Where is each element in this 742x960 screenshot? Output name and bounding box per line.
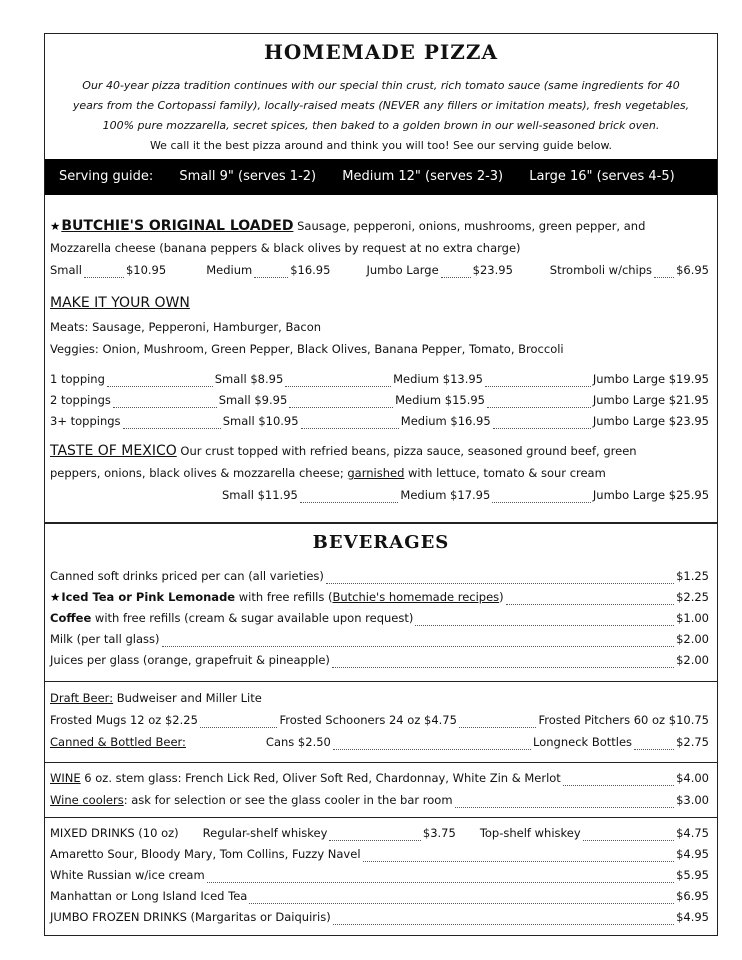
mexico-desc-part: with lettuce, tomato & sour cream <box>408 466 606 480</box>
bev-label-bold: Iced Tea or Pink Lemonade <box>61 590 236 604</box>
mexico-name: TASTE OF MEXICO <box>50 443 177 459</box>
bev-row <box>50 608 709 629</box>
myo-heading <box>50 293 709 314</box>
mixed-header: MIXED DRINKS (10 oz) <box>50 826 179 840</box>
bev-label-bold: Coffee <box>50 611 92 625</box>
meats-list: Sausage, Pepperoni, Hamburger, Bacon <box>92 320 322 334</box>
loaded-prices <box>50 260 709 281</box>
loaded-desc: Sausage, pepperoni, onions, mushrooms, green pepper, and <box>297 219 646 233</box>
bev-price: $1.00 <box>676 611 709 625</box>
mixed-label: White Russian w/ice cream <box>50 868 205 882</box>
mixed-price: $6.95 <box>676 889 709 903</box>
beverages-section <box>45 522 717 937</box>
mixed-row <box>50 886 709 907</box>
myo-label: 1 topping <box>50 372 105 386</box>
meats-label: Meats: <box>50 320 89 334</box>
myo-medium: Medium $13.95 <box>393 372 484 386</box>
myo-large: Jumbo Large $23.95 <box>592 414 709 428</box>
myo-name: MAKE IT YOUR OWN <box>50 295 190 311</box>
wine-price: $4.00 <box>676 771 709 785</box>
mugs: Frosted Mugs 12 oz $2.25 <box>50 713 198 727</box>
schooners: Frosted Schooners 24 oz $4.75 <box>279 713 457 727</box>
bev-price: $1.25 <box>676 569 709 583</box>
serving-medium: Medium 12" (serves 2-3) <box>342 169 504 184</box>
draft-prices <box>50 710 709 731</box>
intro-line: years from the Cortopassi family), locally-raised meats (NEVER any fillers or imitation meats), fresh vegetables, <box>72 99 690 112</box>
coolers-price: $3.00 <box>676 793 709 807</box>
price-value: $16.95 <box>290 263 331 277</box>
price-label: Jumbo Large <box>366 263 439 277</box>
mixed-row <box>50 844 709 865</box>
mixed-label: Amaretto Sour, Bloody Mary, Tom Collins, Fuzzy Navel <box>50 847 361 861</box>
bev-row <box>50 629 709 650</box>
cans: Cans $2.50 <box>265 735 331 749</box>
myo-meats <box>50 317 709 338</box>
top-label: Top-shelf whiskey <box>479 826 581 840</box>
bev-row <box>50 587 709 608</box>
myo-small: Small $9.95 <box>218 393 288 407</box>
star-icon: ★ <box>50 219 61 233</box>
pizza-intro <box>45 76 717 156</box>
regular-label: Regular-shelf whiskey <box>202 826 328 840</box>
bev-label-underline: Butchie's homemade recipes <box>332 590 500 604</box>
bev-row <box>50 650 709 671</box>
menu-frame <box>44 33 718 936</box>
mixed-row <box>50 865 709 886</box>
mexico-large: Jumbo Large $25.95 <box>592 488 710 502</box>
mexico-medium: Medium $17.95 <box>400 488 491 502</box>
divider <box>45 817 717 818</box>
star-icon: ★ <box>50 590 61 604</box>
pizza-title: HOMEMADE PIZZA <box>263 40 499 64</box>
bottled-line <box>50 732 709 753</box>
bottled-label: Canned & Bottled Beer: <box>50 735 186 749</box>
myo-label: 3+ toppings <box>50 414 121 428</box>
bev-label: with free refills ( <box>238 590 333 604</box>
divider <box>45 762 717 763</box>
mexico-desc: Our crust topped with refried beans, pizza sauce, seasoned ground beef, green <box>180 444 637 458</box>
bev-label: Canned soft drinks priced per can (all varieties) <box>50 569 324 583</box>
serving-small: Small 9" (serves 1-2) <box>179 169 317 184</box>
intro-line: 100% pure mozzarella, secret spices, then baked to a golden brown in our well-seasoned brick oven. <box>102 119 660 132</box>
intro-line: Our 40-year pizza tradition continues with our special thin crust, rich tomato sauce (same ingredients for 40 <box>82 79 680 92</box>
myo-large: Jumbo Large $19.95 <box>592 372 709 386</box>
myo-veggies <box>50 339 709 360</box>
bev-label: Milk (per tall glass) <box>50 632 160 646</box>
intro-closing: We call it the best pizza around and think you will too! See our serving guide below. <box>149 139 613 152</box>
serving-guide-band <box>45 159 717 195</box>
draft-desc: Budweiser and Miller Lite <box>116 691 262 705</box>
mixed-price: $5.95 <box>676 868 709 882</box>
mixed-label: Manhattan or Long Island Iced Tea <box>50 889 248 903</box>
myo-row <box>50 411 709 432</box>
bev-label: with free refills (cream & sugar available upon request) <box>94 611 414 625</box>
bev-label: Juices per glass (orange, grapefruit & pineapple) <box>50 653 330 667</box>
wine-line <box>50 768 709 789</box>
longneck: Longneck Bottles <box>533 735 633 749</box>
price-value: $6.95 <box>676 263 709 277</box>
price-label: Medium <box>206 263 253 277</box>
divider <box>45 681 717 682</box>
loaded-desc-line: Mozzarella cheese (banana peppers & black olives by request at no extra charge) <box>50 241 521 255</box>
bev-price: $2.00 <box>676 653 709 667</box>
mexico-prices <box>222 485 709 506</box>
coolers-line <box>50 790 709 811</box>
price-label: Stromboli w/chips <box>549 263 653 277</box>
mexico-garnished: garnished <box>347 466 405 480</box>
myo-medium: Medium $15.95 <box>395 393 486 407</box>
mexico-small: Small $11.95 <box>222 488 298 502</box>
myo-row <box>50 390 709 411</box>
mixed-price: $4.95 <box>676 910 709 924</box>
price-value: $23.95 <box>472 263 513 277</box>
longneck-price: $2.75 <box>676 735 709 749</box>
mexico-heading-line <box>50 441 709 462</box>
mixed-header-line <box>50 823 709 844</box>
top-price: $4.75 <box>676 826 710 840</box>
regular-price: $3.75 <box>422 826 456 840</box>
loaded-heading-line <box>50 216 709 237</box>
veggies-list: Onion, Mushroom, Green Pepper, Black Olives, Banana Pepper, Tomato, Broccoli <box>102 342 564 356</box>
bev-label: ) <box>499 590 504 604</box>
loaded-name: BUTCHIE'S ORIGINAL LOADED <box>61 218 294 234</box>
bev-row <box>50 566 709 587</box>
bev-price: $2.00 <box>676 632 709 646</box>
myo-medium: Medium $16.95 <box>400 414 491 428</box>
wine-desc: 6 oz. stem glass: French Lick Red, Oliver Soft Red, Chardonnay, White Zin & Merlot <box>84 771 561 785</box>
mixed-price: $4.95 <box>676 847 709 861</box>
myo-large: Jumbo Large $21.95 <box>592 393 709 407</box>
mexico-desc-line <box>50 463 709 484</box>
bev-price: $2.25 <box>676 590 709 604</box>
mixed-label: JUMBO FROZEN DRINKS (Margaritas or Daiquiris) <box>50 910 331 924</box>
coolers-label: Wine coolers <box>50 793 124 807</box>
myo-small: Small $8.95 <box>214 372 284 386</box>
price-value: $10.95 <box>125 263 167 277</box>
pizza-section <box>45 34 717 522</box>
mexico-desc-part: peppers, onions, black olives & mozzarella cheese; <box>50 466 344 480</box>
myo-small: Small $10.95 <box>222 414 299 428</box>
serving-large: Large 16" (serves 4-5) <box>529 169 675 184</box>
beverages-title: BEVERAGES <box>312 532 450 553</box>
veggies-label: Veggies: <box>50 342 99 356</box>
pitchers: Frosted Pitchers 60 oz $10.75 <box>538 713 709 727</box>
myo-label: 2 toppings <box>50 393 111 407</box>
draft-label: Draft Beer: <box>50 691 114 705</box>
myo-row <box>50 369 709 390</box>
serving-guide-label: Serving guide: <box>59 169 154 184</box>
mixed-row <box>50 907 709 928</box>
coolers-desc: : ask for selection or see the glass cooler in the bar room <box>123 793 453 807</box>
wine-label: WINE <box>50 771 81 785</box>
draft-beer-line <box>50 688 709 709</box>
price-label: Small <box>50 263 82 277</box>
